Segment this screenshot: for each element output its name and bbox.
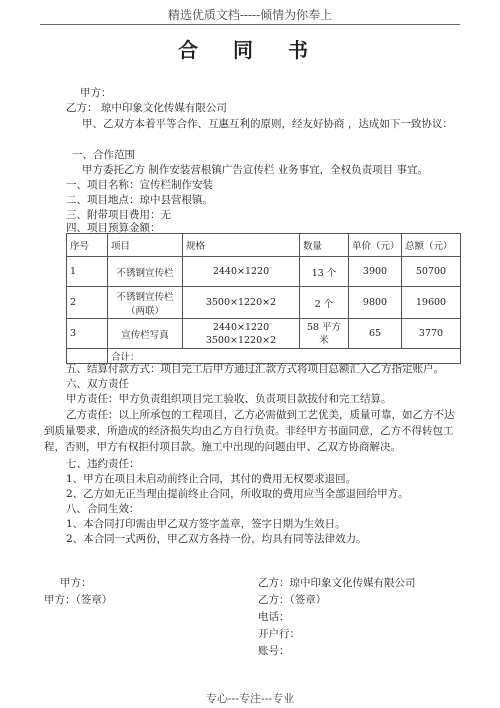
cell-price: 65: [349, 319, 402, 349]
cell-qty: 2 个: [300, 287, 349, 319]
effect-clause-1: 1、本合同打印需由甲乙双方签字盖章，签字日期为生效日。: [66, 518, 346, 530]
party-b-duty: 乙方责任：以上所承包的工程项目，乙方必需做到工艺优美，质量可靠，如乙方不达到质量要求，所造成的经济损失均由乙方自行负责。非经甲方书面同意，乙方不得转包工程，否则，甲方有权拒付项目款。施工中出现的问题由甲、乙双方协商解决。: [44, 409, 455, 453]
cell-total: 50700: [402, 257, 461, 287]
section-6-title: 六、双方责任: [66, 378, 129, 390]
breach-clause-2: 2、乙方如无正当理由提前终止合同，所收取的费用应当全部退回给甲方。: [66, 488, 409, 500]
cell-total-label: 合计：: [108, 349, 461, 364]
col-header: 单价（元）: [349, 234, 402, 257]
cell-qty: 13 个: [300, 257, 349, 287]
cell-spec: [183, 319, 300, 349]
spec-line: 2440×1220: [212, 321, 270, 333]
cell-item: 不锈钢宣传栏: [108, 257, 183, 287]
party-b-line: 乙方： 琼中印象文化传媒有限公司: [66, 102, 227, 114]
section-1-title: 一、合作范围: [72, 149, 135, 161]
budget-heading: 四、项目预算金额：: [66, 222, 161, 234]
cell-item: 宣传栏写真: [108, 319, 183, 349]
cell-no: 2: [67, 287, 108, 319]
table-header-row: [67, 234, 461, 257]
sign-phone: 电话：: [258, 611, 290, 623]
section-7-title: 七、违约责任：: [66, 458, 140, 470]
cell-item: 不锈钢宣传栏（两联）: [108, 287, 183, 319]
col-header: 项目: [108, 234, 183, 257]
project-location: 二、项目地点：琼中县营根镇。: [66, 194, 213, 206]
breach-clause-1: 1、甲方在项目未启动前终止合同，其付的费用无权要求退回。: [66, 473, 357, 485]
spec-line: 3500×1220×2: [205, 334, 277, 346]
project-name: 一、项目名称：宣传栏制作安装: [66, 179, 213, 191]
cell-price: 3900: [349, 257, 402, 287]
effect-clause-2: 2、本合同一式两份，甲乙双方各持一份，均具有同等法律效力。: [66, 533, 367, 545]
document-title: 合 同 书: [178, 38, 322, 62]
section-1-body: 甲方委托乙方 制作安装营根镇广告宣传栏 业务事宜，全权负责项目 事宜。: [82, 164, 429, 176]
sign-party-b-seal: 乙方：（签章）: [258, 594, 327, 606]
col-header: 规格: [183, 234, 300, 257]
section-8-title: 八、合同生效：: [66, 503, 140, 515]
col-header: 序号: [67, 234, 108, 257]
extra-fees: 三、附带项目费用：无: [66, 209, 171, 221]
cell-qty: 58 平方米: [300, 319, 349, 349]
section-5-payment: 五、结算付款方式：项目完工后甲方通过汇款方式将项目总额汇入乙方指定账户。: [66, 363, 444, 375]
sign-party-a: 甲方：: [60, 577, 92, 589]
sign-bank: 开户行：: [258, 628, 300, 640]
table-row: [67, 319, 461, 349]
sign-party-b: 乙方：琼中印象文化传媒有限公司: [258, 577, 416, 589]
table-row: [67, 287, 461, 319]
party-a-duty: 甲方责任：甲方负责组织项目完工验收、负责项目款拔付和完工结算。: [66, 393, 392, 405]
header-divider: [40, 24, 460, 25]
page-footer: 专心---专注---专业: [205, 692, 295, 705]
party-a-line: 甲方：: [80, 87, 112, 99]
budget-table: [66, 233, 461, 364]
col-header: 数量: [300, 234, 349, 257]
cell-price: 9800: [349, 287, 402, 319]
cell-total: 3770: [402, 319, 461, 349]
cell-spec: 3500×1220×2: [183, 287, 300, 319]
page-header: 精选优质文档-----倾情为你奉上: [167, 8, 333, 22]
sign-party-a-seal: 甲方：（签章）: [44, 594, 113, 606]
cell-no: 3: [67, 319, 108, 349]
sign-account: 账号：: [258, 645, 290, 657]
cell-total: 19600: [402, 287, 461, 319]
table-row: [67, 257, 461, 287]
cell-no: 1: [67, 257, 108, 287]
intro-paragraph: 甲、乙双方本着平等合作、互惠互利的原则，经友好协商 ，达成如下一致协议：: [82, 118, 453, 130]
cell-spec: 2440×1220: [183, 257, 300, 287]
col-header: 总额（元）: [402, 234, 461, 257]
